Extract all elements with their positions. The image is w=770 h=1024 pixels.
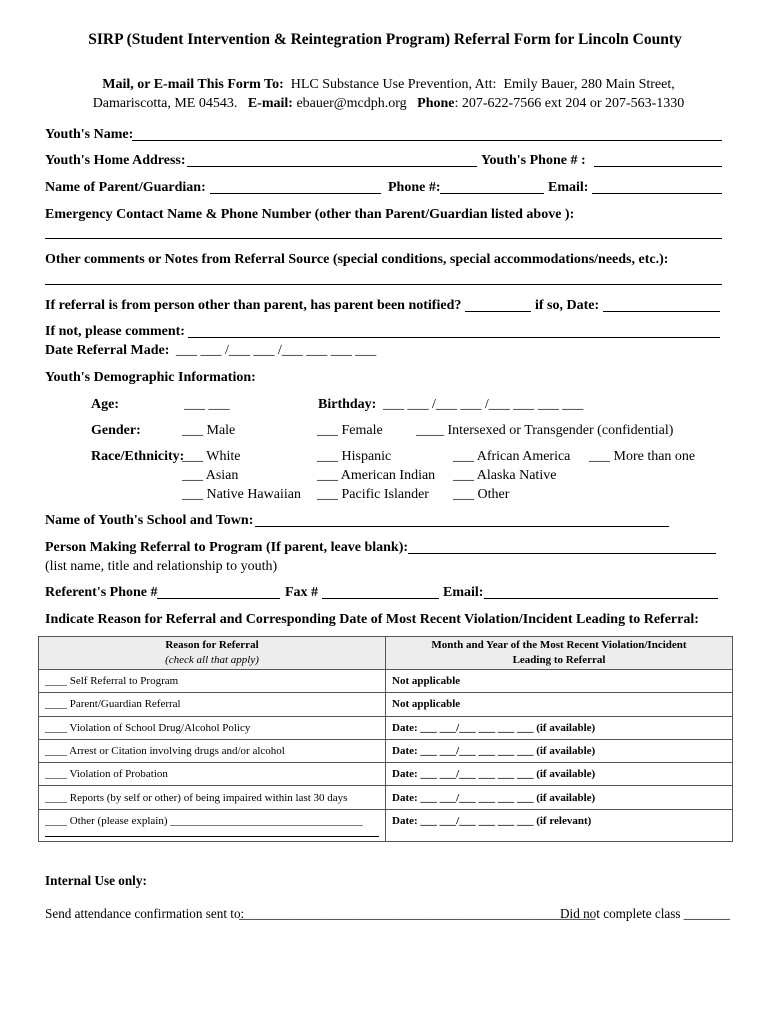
if-not-label: If not, please comment: — [45, 324, 185, 339]
if-not-field[interactable] — [188, 337, 720, 338]
race-white[interactable]: ___ White — [182, 449, 241, 464]
date-cell[interactable]: Date: ___ ___/___ ___ ___ ___ (if available) — [386, 763, 733, 786]
referral-reasons-table — [38, 636, 733, 842]
referent-fax-field[interactable] — [322, 598, 439, 599]
school-field[interactable] — [255, 526, 669, 527]
date-cell[interactable]: Date: ___ ___/___ ___ ___ ___ (if available) — [386, 739, 733, 762]
gender-male[interactable]: ___ Male — [182, 423, 236, 438]
parent-phone-field[interactable] — [440, 193, 544, 194]
attendance-label: Send attendance confirmation sent to: — [45, 906, 245, 921]
race-pacific-islander[interactable]: ___ Pacific Islander — [317, 487, 429, 502]
table-row — [39, 739, 733, 762]
youth-phone-label: Youth's Phone # : — [481, 153, 586, 168]
reason-header-title: Reason for Referral — [165, 639, 259, 651]
contact-phone: : 207-622-7566 ext 204 or 207-563-1330 — [454, 96, 685, 111]
table-row — [39, 786, 733, 809]
table-row — [39, 693, 733, 716]
reason-other[interactable] — [39, 809, 386, 841]
other-comments-field[interactable] — [45, 284, 722, 285]
reason-self-referral[interactable]: ____ Self Referral to Program — [39, 670, 386, 693]
youth-name-label: Youth's Name: — [45, 127, 134, 142]
reason-parent-referral[interactable]: ____ Parent/Guardian Referral — [39, 693, 386, 716]
date-cell: Not applicable — [386, 693, 733, 716]
date-cell[interactable]: Date: ___ ___/___ ___ ___ ___ (if available) — [386, 786, 733, 809]
race-alaska-native[interactable]: ___ Alaska Native — [453, 468, 557, 483]
if-so-date-label: if so, Date: — [535, 298, 600, 313]
date-header-line2: Leading to Referral — [512, 654, 606, 666]
table-row — [39, 670, 733, 693]
date-cell[interactable]: Date: ___ ___/___ ___ ___ ___ (if relevant) — [386, 809, 733, 841]
race-asian[interactable]: ___ Asian — [182, 468, 239, 483]
reason-other-explain-line[interactable] — [45, 836, 379, 837]
internal-use-heading: Internal Use only: — [45, 873, 147, 888]
date-referral-field[interactable]: ___ ___ /___ ___ /___ ___ ___ ___ — [176, 343, 377, 358]
reason-arrest[interactable]: ____ Arrest or Citation involving drugs and/or alcohol — [39, 739, 386, 762]
age-field[interactable]: ___ ___ — [184, 397, 230, 412]
youth-phone-field[interactable] — [594, 166, 722, 167]
contact-email: ebauer@mcdph.org — [296, 96, 407, 111]
gender-intersexed[interactable]: ____ Intersexed or Transgender (confidential) — [416, 423, 674, 438]
parent-phone-label: Phone #: — [388, 180, 441, 195]
demographics-heading: Youth's Demographic Information: — [45, 370, 256, 385]
referrer-label: Person Making Referral to Program (If parent, leave blank): — [45, 540, 409, 555]
other-comments-label: Other comments or Notes from Referral Source (special conditions, special accommodations/needs, etc.): — [45, 252, 669, 267]
home-address-field[interactable] — [187, 166, 477, 167]
mail-to-address2: Damariscotta, ME 04543. — [92, 96, 238, 111]
emergency-label: Emergency Contact Name & Phone Number (other than Parent/Guardian listed above ): — [45, 207, 575, 222]
parent-notified-field[interactable] — [465, 311, 531, 312]
referent-phone-field[interactable] — [157, 598, 280, 599]
referent-fax-label: Fax # — [285, 585, 319, 600]
referent-email-label: Email: — [443, 585, 484, 600]
birthday-field[interactable]: ___ ___ /___ ___ /___ ___ ___ ___ — [383, 397, 584, 412]
parent-name-label: Name of Parent/Guardian: — [45, 180, 206, 195]
attendance-field[interactable]: ______________________________________________________ — [239, 906, 596, 921]
reason-impaired-reports[interactable]: ____ Reports (by self or other) of being impaired within last 30 days — [39, 786, 386, 809]
table-header-row — [39, 637, 733, 670]
date-cell: Not applicable — [386, 670, 733, 693]
reason-header-subtitle: (check all that apply) — [165, 654, 259, 666]
reason-probation[interactable]: ____ Violation of Probation — [39, 763, 386, 786]
reason-other-text: ____ Other (please explain) ___________________________________ — [45, 814, 363, 827]
race-native-hawaiian[interactable]: ___ Native Hawaiian — [182, 487, 301, 502]
reason-column-header — [39, 637, 386, 670]
age-label: Age: — [91, 397, 119, 412]
table-row — [39, 809, 733, 841]
race-more-than-one[interactable]: ___ More than one — [589, 449, 696, 464]
referrer-note: (list name, title and relationship to youth) — [45, 559, 278, 574]
did-not-complete-class[interactable]: Did not complete class _______ — [560, 906, 730, 921]
reason-heading: Indicate Reason for Referral and Corresponding Date of Most Recent Violation/Incident Leading to Referral: — [45, 612, 699, 627]
table-row — [39, 716, 733, 739]
race-african-america[interactable]: ___ African America — [453, 449, 571, 464]
birthday-label: Birthday: — [318, 397, 377, 412]
parent-email-field[interactable] — [592, 193, 722, 194]
mail-to-line2 — [0, 83, 770, 111]
date-header-line1: Month and Year of the Most Recent Violation/Incident — [431, 639, 687, 651]
date-cell[interactable]: Date: ___ ___/___ ___ ___ ___ (if available) — [386, 716, 733, 739]
if-so-date-field[interactable] — [603, 311, 720, 312]
gender-female[interactable]: ___ Female — [317, 423, 383, 438]
referent-email-field[interactable] — [484, 598, 718, 599]
mail-to-address1: HLC Substance Use Prevention, Att: Emily Bauer, 280 Main Street, — [290, 77, 675, 92]
reason-school-policy[interactable]: ____ Violation of School Drug/Alcohol Policy — [39, 716, 386, 739]
race-hispanic[interactable]: ___ Hispanic — [317, 449, 392, 464]
form-title: SIRP (Student Intervention & Reintegration Program) Referral Form for Lincoln County — [88, 31, 682, 48]
race-label: Race/Ethnicity: — [91, 449, 185, 464]
race-other[interactable]: ___ Other — [453, 487, 510, 502]
referent-phone-label: Referent's Phone # — [45, 585, 158, 600]
date-column-header — [386, 637, 733, 670]
parent-email-label: Email: — [548, 180, 589, 195]
email-label: E-mail: — [247, 96, 293, 111]
phone-label: Phone — [417, 96, 455, 111]
youth-name-field[interactable] — [132, 140, 722, 141]
emergency-field[interactable] — [45, 238, 722, 239]
school-label: Name of Youth's School and Town: — [45, 513, 254, 528]
date-referral-label: Date Referral Made: — [45, 343, 170, 358]
home-address-label: Youth's Home Address: — [45, 153, 186, 168]
parent-notified-label: If referral is from person other than parent, has parent been notified? — [45, 298, 462, 313]
parent-name-field[interactable] — [210, 193, 381, 194]
referrer-field[interactable] — [408, 553, 716, 554]
gender-label: Gender: — [91, 423, 141, 438]
race-american-indian[interactable]: ___ American Indian — [317, 468, 436, 483]
table-row — [39, 763, 733, 786]
mail-to-label: Mail, or E-mail This Form To: — [102, 77, 284, 92]
